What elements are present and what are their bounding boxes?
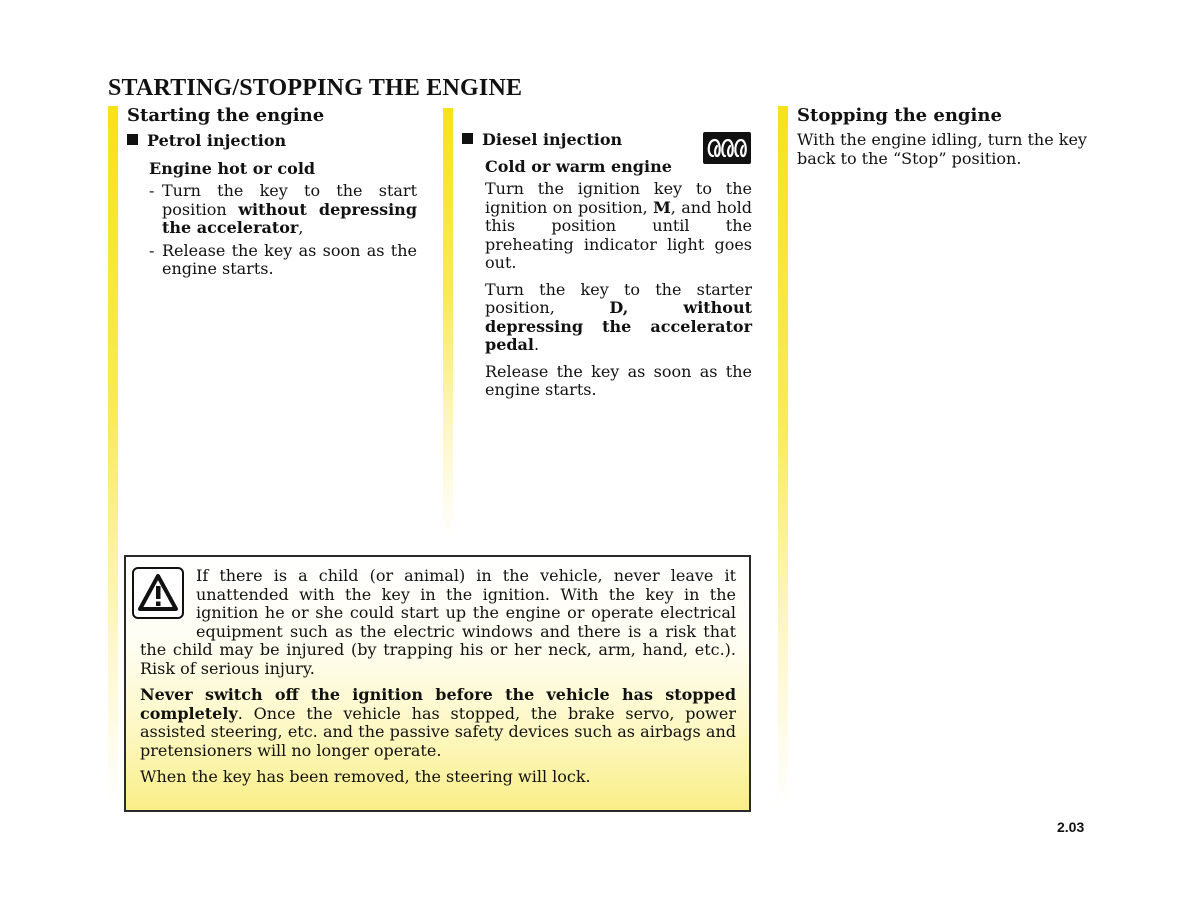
- list-item: - Turn the key to the start position without depressing the accelerator,: [149, 181, 417, 237]
- square-bullet-icon: [127, 134, 138, 145]
- square-bullet-icon: [462, 133, 473, 144]
- dash-bullet: -: [149, 181, 155, 200]
- paragraph: Turn the ignition key to the ignition on position, M, and hold this position until the preheating indicator light goes out.: [485, 179, 752, 272]
- warning-text: Never switch off the ignition before the vehicle has stopped completely. Once the vehicle has stopped, the brake servo, power assisted steering, etc. and the passive safety devices such as airbags and pretensioners will no longer operate.: [140, 685, 736, 760]
- accent-bar-right: [778, 106, 788, 806]
- section-heading-starting: Starting the engine: [127, 105, 325, 126]
- petrol-heading: Petrol injection: [127, 132, 417, 151]
- cold-warm-heading: Cold or warm engine: [485, 156, 672, 176]
- warning-text: When the key has been removed, the steering will lock.: [140, 767, 591, 786]
- warning-box: [124, 555, 751, 812]
- preheating-indicator-icon: [703, 132, 751, 164]
- accent-bar-left: [108, 106, 118, 806]
- paragraph: Release the key as soon as the engine starts.: [485, 361, 752, 399]
- warning-text: If there is a child (or animal) in the vehicle, never leave it unattended with the key in the ignition. With the key in the ignition he or she could start up the engine or operate electrical equipment such as the electric windows and there is a risk that the child may be injured (by trapping his or her neck, arm, hand, etc.). Risk of serious injury.: [140, 566, 736, 678]
- engine-hot-cold-heading: Engine hot or cold: [149, 158, 316, 178]
- accent-bar-middle: [443, 108, 453, 538]
- starting-column: [127, 105, 417, 279]
- warning-triangle-icon: [132, 567, 184, 619]
- paragraph: With the engine idling, turn the key back to the “Stop” position.: [797, 130, 1087, 168]
- section-heading-stopping: Stopping the engine: [797, 105, 1002, 126]
- paragraph: Turn the key to the starter position, D, without depressing the accelerator pedal.: [485, 279, 752, 354]
- diesel-column: [462, 131, 752, 400]
- stopping-column: [797, 105, 1097, 168]
- diesel-heading: Diesel injection: [462, 131, 752, 150]
- list-item: - Release the key as soon as the engine starts.: [149, 240, 417, 278]
- page-title: STARTING/STOPPING THE ENGINE: [108, 75, 523, 101]
- page-number: 2.03: [1057, 819, 1085, 835]
- dash-bullet: -: [149, 240, 155, 260]
